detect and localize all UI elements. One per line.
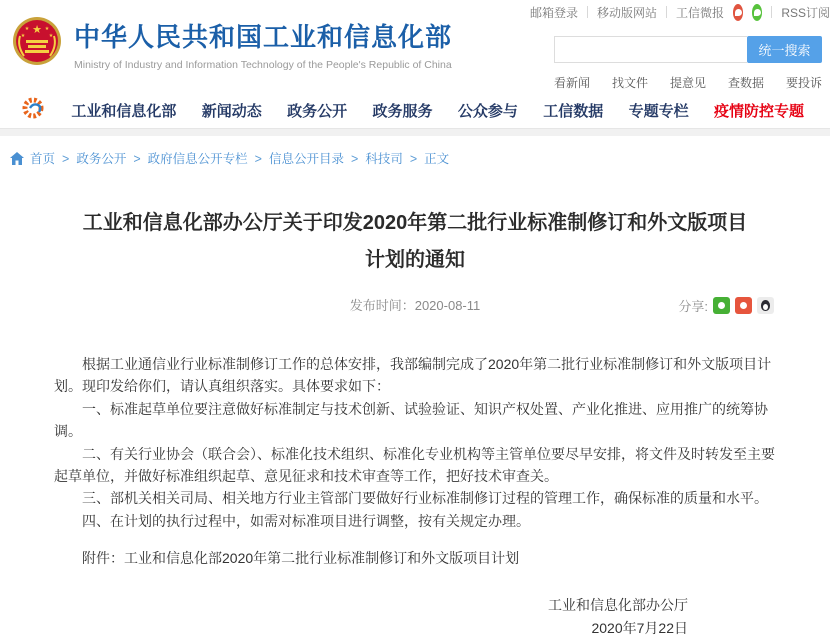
signature-date: 2020年7月22日 bbox=[591, 619, 688, 636]
quick-link[interactable]: 要投诉 bbox=[785, 76, 822, 90]
article-paragraph: 二、有关行业协会（联合会）、标准化技术组织、标准化专业机构等主管单位要尽早安排，将文件及时转发至主要起草单位，并做好标准组织起草、意见征求和技术审查等工作，把好技术审查关。 bbox=[54, 445, 775, 484]
share-qq-icon[interactable] bbox=[757, 297, 774, 314]
search-input[interactable] bbox=[554, 36, 747, 63]
quick-link[interactable]: 看新闻 bbox=[554, 76, 591, 90]
article-paragraph: 三、部机关相关司局、相关地方行业主管部门要做好行业标准制修订过程的管理工作，确保标准的质量和水平。 bbox=[82, 490, 768, 507]
svg-text:★: ★ bbox=[32, 24, 42, 36]
nav-item[interactable]: 工业和信息化部 bbox=[71, 102, 177, 120]
rss-link[interactable]: RSS订阅 bbox=[781, 5, 830, 20]
signature-block bbox=[54, 594, 688, 639]
national-emblem-icon bbox=[12, 16, 62, 71]
divider-band bbox=[0, 128, 830, 136]
miit-gear-logo-icon bbox=[22, 96, 46, 125]
share-weibo-icon[interactable] bbox=[735, 297, 752, 314]
nav-item-epidemic-special[interactable]: 疫情防控专题 bbox=[713, 102, 804, 120]
mail-login-link[interactable]: 邮箱登录 bbox=[530, 5, 579, 20]
search-bar bbox=[554, 36, 822, 63]
breadcrumb-item[interactable]: 首页 bbox=[30, 152, 56, 166]
share-label: 分享: bbox=[678, 299, 708, 314]
breadcrumb-item[interactable]: > 科技司 bbox=[344, 149, 403, 167]
quick-link[interactable]: 提意见 bbox=[669, 76, 706, 90]
quick-links bbox=[554, 74, 822, 91]
article-title: 工业和信息化部办公厅关于印发2020年第二批行业标准制修订和外文版项目计划的通知 bbox=[82, 212, 748, 271]
miit-weibo-link[interactable]: 工信微报 bbox=[676, 5, 725, 20]
nav-item[interactable]: 工信数据 bbox=[543, 102, 604, 120]
mobile-site-link[interactable]: 移动版网站 bbox=[597, 5, 658, 20]
svg-text:★: ★ bbox=[20, 33, 26, 39]
signature-org: 工业和信息化部办公厅 bbox=[548, 597, 688, 614]
breadcrumb-item[interactable]: > 政务公开 bbox=[55, 149, 126, 167]
quick-link[interactable]: 查数据 bbox=[727, 76, 764, 90]
main-nav bbox=[0, 92, 830, 128]
breadcrumb-item[interactable]: > 政府信息公开专栏 bbox=[126, 149, 247, 167]
article-paragraph: 根据工业通信业行业标准制修订工作的总体安排，我部编制完成了2020年第二批行业标准制修订和外文版项目计划。现印发给你们，请认真组织落实。具体要求如下： bbox=[54, 356, 772, 395]
svg-text:★: ★ bbox=[44, 26, 50, 32]
site-logo-block[interactable] bbox=[12, 16, 452, 71]
nav-item[interactable]: 新闻动态 bbox=[201, 102, 262, 120]
site-subtitle: Ministry of Industry and Information Technology of the People's Republic of China bbox=[74, 58, 452, 71]
breadcrumb bbox=[0, 136, 830, 177]
svg-text:★: ★ bbox=[24, 26, 30, 32]
article-paragraph: 四、在计划的执行过程中，如需对标准项目进行调整，按有关规定办理。 bbox=[82, 512, 530, 529]
nav-item[interactable]: 专题专栏 bbox=[628, 102, 689, 120]
article-body bbox=[54, 353, 776, 532]
nav-item[interactable]: 公众参与 bbox=[457, 102, 518, 120]
publish-time: 发布时间：2020-08-11 bbox=[349, 298, 481, 313]
unified-search-button[interactable]: 统一搜索 bbox=[747, 36, 822, 63]
site-header bbox=[0, 0, 830, 92]
article bbox=[54, 205, 776, 639]
breadcrumb-item[interactable]: > 正文 bbox=[403, 149, 449, 167]
quick-link[interactable]: 找文件 bbox=[611, 76, 648, 90]
attachment-line: 附件：工业和信息化部2020年第二批行业标准制修订和外文版项目计划 bbox=[82, 550, 520, 567]
article-meta bbox=[54, 295, 776, 317]
article-paragraph: 一、标准起草单位要注意做好标准制定与技术创新、试验验证、知识产权处置、产业化推进、应用推广的统筹协调。 bbox=[54, 400, 768, 440]
breadcrumb-item[interactable]: > 信息公开目录 bbox=[248, 149, 344, 167]
share-wechat-icon[interactable] bbox=[713, 297, 730, 314]
nav-item[interactable]: 政务服务 bbox=[372, 102, 433, 120]
site-title: 中华人民共和国工业和信息化部 bbox=[74, 21, 453, 52]
nav-item[interactable]: 政务公开 bbox=[287, 102, 348, 120]
home-icon[interactable] bbox=[10, 152, 24, 165]
svg-text:★: ★ bbox=[48, 33, 54, 39]
